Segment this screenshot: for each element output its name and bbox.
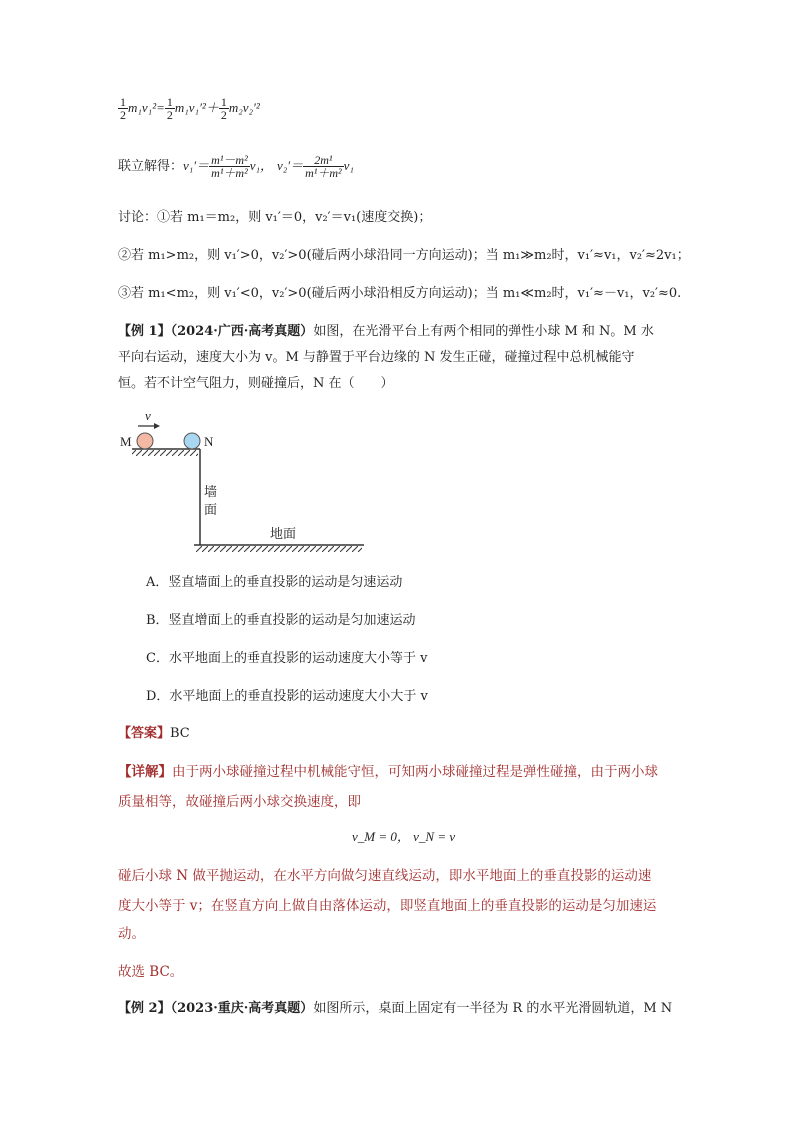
- example1-source: （2024·广西·高考真题）: [170, 324, 314, 339]
- ground-hatch: [196, 546, 362, 552]
- detail-line-2: 质量相等，故碰撞后两小球交换速度，即: [118, 794, 361, 810]
- example2-line-1: [118, 997, 672, 1016]
- platform-hatch: [132, 450, 198, 456]
- example1-line-3: 恒。若不计空气阻力，则碰撞后，N 在（ ）: [118, 376, 394, 391]
- v1-tail: v₁，: [249, 158, 273, 173]
- ball-n: [184, 433, 200, 449]
- answer-line: [118, 722, 190, 741]
- example2-tag: 【例 2】: [118, 1001, 171, 1016]
- collision-figure: [112, 402, 372, 557]
- fraction-half: $\frac{1}{2}$: [166, 95, 173, 122]
- v2-prime: v₂′＝: [276, 158, 304, 173]
- velocity-arrowhead: [154, 423, 160, 429]
- detail-formula: v_M = 0， v_N = v: [352, 829, 456, 844]
- discussion-line-3: ③若 m₁<m₂，则 v₁′<0，v₂′>0(碰后两小球沿相反方向运动)；当 m₁≪m₂时，v₁′≈－v₁，v₂′≈0.: [118, 286, 682, 301]
- energy-rhs-1: m₁v₁′²＋: [174, 100, 219, 115]
- v2-fraction: $\frac{\text{2m¹}}{\text{m¹＋m²}}$: [305, 153, 342, 180]
- detail-line-4: 度大小等于 v；在竖直方向上做自由落体运动，即竖直地面上的垂直投影的运动是匀加速运: [118, 898, 657, 914]
- example1-line-2: 平向右运动，速度大小为 v。M 与静置于平台边缘的 N 发生正碰，碰撞过程中总机械能守: [118, 350, 635, 365]
- energy-lhs: m₁v₁²=: [128, 100, 165, 115]
- detail-line-3: 碰后小球 N 做平抛运动，在水平方向做匀速直线运动，即水平地面上的垂直投影的运动速: [118, 868, 652, 884]
- ball-m: [137, 433, 153, 449]
- detail-line-1: [118, 760, 658, 780]
- example2-text: 如图所示，桌面上固定有一半径为 R 的水平光滑圆轨道，M N: [313, 1001, 673, 1016]
- solve-label: 联立解得：: [118, 159, 184, 174]
- choice-a: A．竖直墙面上的垂直投影的运动是匀速运动: [146, 575, 403, 590]
- example1-tag: 【例 1】: [118, 324, 171, 339]
- example1-line-1: [118, 320, 654, 339]
- choice-d: D．水平地面上的垂直投影的运动速度大小大于 v: [146, 689, 428, 704]
- fraction-half: $\frac{1}{2}$: [120, 95, 126, 122]
- discussion-line-2: ②若 m₁>m₂，则 v₁′>0，v₂′>0(碰后两小球沿同一方向运动)；当 m₁≫m₂时，v₁′≈v₁，v₂′≈2v₁；: [118, 248, 690, 263]
- energy-rhs-2: m₂v₂′²: [228, 100, 260, 115]
- detail-tag: 【详解】: [118, 764, 172, 780]
- example1-text: 如图，在光滑平台上有两个相同的弹性小球 M 和 N。M 水: [313, 324, 654, 339]
- wall-label-2: 面: [204, 503, 218, 518]
- detail-text-1: 由于两小球碰撞过程中机械能守恒，可知两小球碰撞过程是弹性碰撞，由于两小球: [172, 764, 658, 780]
- answer-value: BC: [170, 726, 190, 741]
- choice-b: B．竖直增面上的垂直投影的运动是匀加速运动: [146, 613, 416, 628]
- solve-line: [118, 154, 354, 179]
- v2-tail: v₁: [343, 158, 354, 173]
- ground-label: 地面: [270, 527, 297, 542]
- detail-line-5: 动。: [118, 926, 145, 942]
- example2-source: （2023·重庆·高考真题）: [170, 1001, 314, 1016]
- energy-formula: [118, 96, 260, 121]
- wall-label-1: 墙: [204, 485, 218, 500]
- v1-fraction: $\frac{\text{m¹－m²}}{\text{m¹＋m²}}$: [211, 153, 248, 180]
- v1-prime: v₁′＝: [183, 158, 210, 173]
- answer-tag: 【答案】: [118, 726, 171, 741]
- ball-n-label: N: [204, 434, 214, 449]
- velocity-label: v: [145, 408, 151, 423]
- discussion-line-1: 讨论：①若 m₁＝m₂，则 v₁′＝0，v₂′＝v₁(速度交换)；: [118, 210, 432, 225]
- conclusion: 故选 BC。: [118, 964, 184, 980]
- ball-m-label: M: [120, 434, 132, 449]
- fraction-half: $\frac{1}{2}$: [220, 95, 227, 122]
- choice-c: C．水平地面上的垂直投影的运动速度大小等于 v: [146, 651, 428, 666]
